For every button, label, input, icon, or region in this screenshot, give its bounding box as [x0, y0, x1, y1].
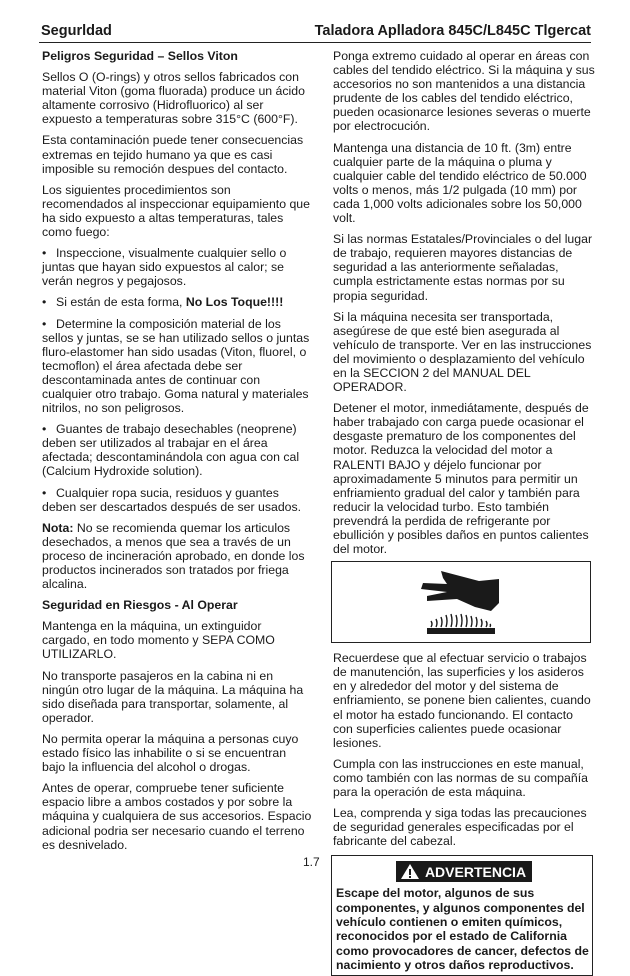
warning-box [331, 855, 593, 976]
engine-stop-paragraph: Detener el motor, inmediátamente, después de haber trabajado con carga puede ocasionar el desgaste prematuro de los componentes del motor. Reduzca la velocidad del motor a RALENTI BAJO y déjelo funcionar por aproximadamente 5 minutos para permitir un enfriamiento gradual del calor y también para reducir la velocidad turbo. Esto también prevendrá la perdida de refrigerante por ebullición y posibles daños en puntos calientes del motor. [333, 401, 589, 557]
bullet-text: Cualquier ropa sucia, residuos y guantes deben ser descartados después de ser usados. [42, 485, 302, 514]
transport-paragraph: Si la máquina necesita ser transportada, asegúrese de que esté bien asegurada al vehículo de transporte. Ver en las instrucciones del movimiento o desplazamiento del vehículo en la SECCION 2 del MANUAL DEL OPERADOR. [333, 309, 592, 395]
regulations-paragraph: Si las normas Estatales/Provinciales o del lugar de trabajo, requieren mayores distancias de seguridad a las anteriormente señaladas, cumpla estrictamente estas normas por su propia seguridad. [333, 232, 593, 303]
distance-paragraph: Mantenga una distancia de 10 ft. (3m) entre cualquier parte de la máquina o pluma y cualquier cable del tendido eléctrico de 50.000 volts o menos, más 1/2 pulgada (10 mm) por cada 1,000 volts adicionales sobre los 50,000 volt. [333, 140, 587, 226]
note-text: No se recomienda quemar los articulos desechados, a menos que sea a través de un proceso de incineración aprobado, en donde los productos incinerados son tratados por friega alcalina. [42, 520, 305, 592]
hot-surface-figure [331, 561, 591, 643]
fitness-paragraph: No permita operar la máquina a personas cuyo estado físico las inhabilite o si se encuentran bajo la influencia del alcohol o drogas. [42, 731, 299, 775]
section-title: Segurldad [41, 23, 112, 39]
warning-title: ADVERTENCIA [424, 863, 527, 880]
bullet-text: Guantes de trabajo desechables (neoprene) deben ser utilizados al trabajar en el área afectada; descontaminándola con agua con cal (Calcium Hydroxide solution). [42, 422, 300, 479]
hot-surfaces-paragraph: Recuerdese que al efectuar servicio o trabajos de manutención, las superficies y los asideros en y alrededor del motor y del sistema de enfriamiento, se ponene bien calientes, cuando el motor ha estado funcionando. El contacto con superficies calientes puede ocasionar lesiones. [333, 651, 591, 750]
note-paragraph [42, 521, 312, 591]
procedures-paragraph: Los siguientes procedimientos son recomendados al inspeccionar equipamiento que ha sido expuesto a altas temperaturas, tales como fuego: [42, 182, 310, 240]
contamination-paragraph: Esta contaminación puede tener consecuencias extremas en tejido humano ya que es casi imposible su remoción despues del contacto. [42, 133, 304, 176]
bullet-inspect [42, 246, 312, 288]
bullet-discard [42, 486, 312, 514]
clearance-paragraph: Antes de operar, compruebe tener suficiente espacio libre a ambos costados y por sobre la máquina y cualquiera de sus accesorios. Espacio adicional podria ser necesario cuando el terreno es desnivelado. [42, 781, 312, 852]
extinguisher-paragraph: Mantenga en la máquina, un extinguidor cargado, en todo momento y SEPA COMO UTILIZARLO. [42, 619, 275, 662]
passengers-paragraph: No transporte pasajeros en la cabina ni en ningún otro lugar de la máquina. La máquina ha sido diseñada para transportar, solamente, al operador. [42, 668, 304, 725]
left-column [42, 49, 312, 859]
power-lines-paragraph: Ponga extremo cuidado al operar en áreas con cables del tendido eléctrico. Si la máquina y sus accesorios no son mantenidos a una distancia prudente de los cables del tendido eléctrico, pueden ocasionarce lesiones severas o muerte por electrocución. [333, 49, 595, 134]
bullet-text: Si están de esta forma, [56, 295, 186, 310]
warning-header [336, 861, 592, 882]
warning-banner [396, 861, 532, 882]
bullet-text: Determine la composición material de los sellos y juntas, se se han utilizado sellos o juntas fluro-elastomer han sido usadas (Viton, fluorel, o tecmoflon) el área afectada debe ser descontaminada antes de continuar con cualquier otro trabajo. Goma natural y materiales nitrilos, no son peligrosos. [42, 316, 310, 416]
comply-paragraph: Cumpla con las instrucciones en este manual, como también con las normas de su compañía para la operación de esta máquina. [333, 756, 588, 800]
hot-surface-hand-icon [401, 567, 521, 637]
bullet-gloves [42, 422, 312, 478]
bullet-no-touch [42, 295, 312, 309]
viton-heading: Peligros Seguridad – Sellos Viton [42, 49, 238, 63]
warning-triangle-icon [400, 863, 420, 880]
bullet-text: Inspeccione, visualmente cualquier sello o juntas que hayan sido expuestos al calor; se verán negros y pegajosos. [42, 246, 287, 289]
warning-text: Escape del motor, algunos de sus componentes, y algunos componentes del vehículo contienen o emiten químicos, reconocidos por el estado de California como provocadores de cancer, defectos de nacimiento y otros daños reproductivos. [336, 886, 589, 972]
no-touch-warning: No Los Toque!!!! [185, 295, 284, 310]
page-number: 1.7 [303, 855, 320, 869]
note-label: Nota: [42, 520, 74, 535]
bullet-composition [42, 317, 312, 416]
precautions-paragraph: Lea, comprenda y siga todas las precauciones de seguridad generales especificadas por el fabricante del cabezal. [333, 806, 587, 849]
page-header [39, 22, 591, 43]
manual-title: Taladora Aplladora 845C/L845C Tlgercat [314, 23, 591, 39]
viton-paragraph: Sellos O (O-rings) y otros sellos fabricados con material Viton (goma fluorada) produce un ácido altamente corrosivo (Hidrofluorico) al ser expuesto a temperaturas sobre 315°C (600°F). [42, 70, 305, 127]
operating-heading: Seguridad en Riesgos - Al Operar [42, 598, 238, 613]
right-column [333, 49, 595, 976]
